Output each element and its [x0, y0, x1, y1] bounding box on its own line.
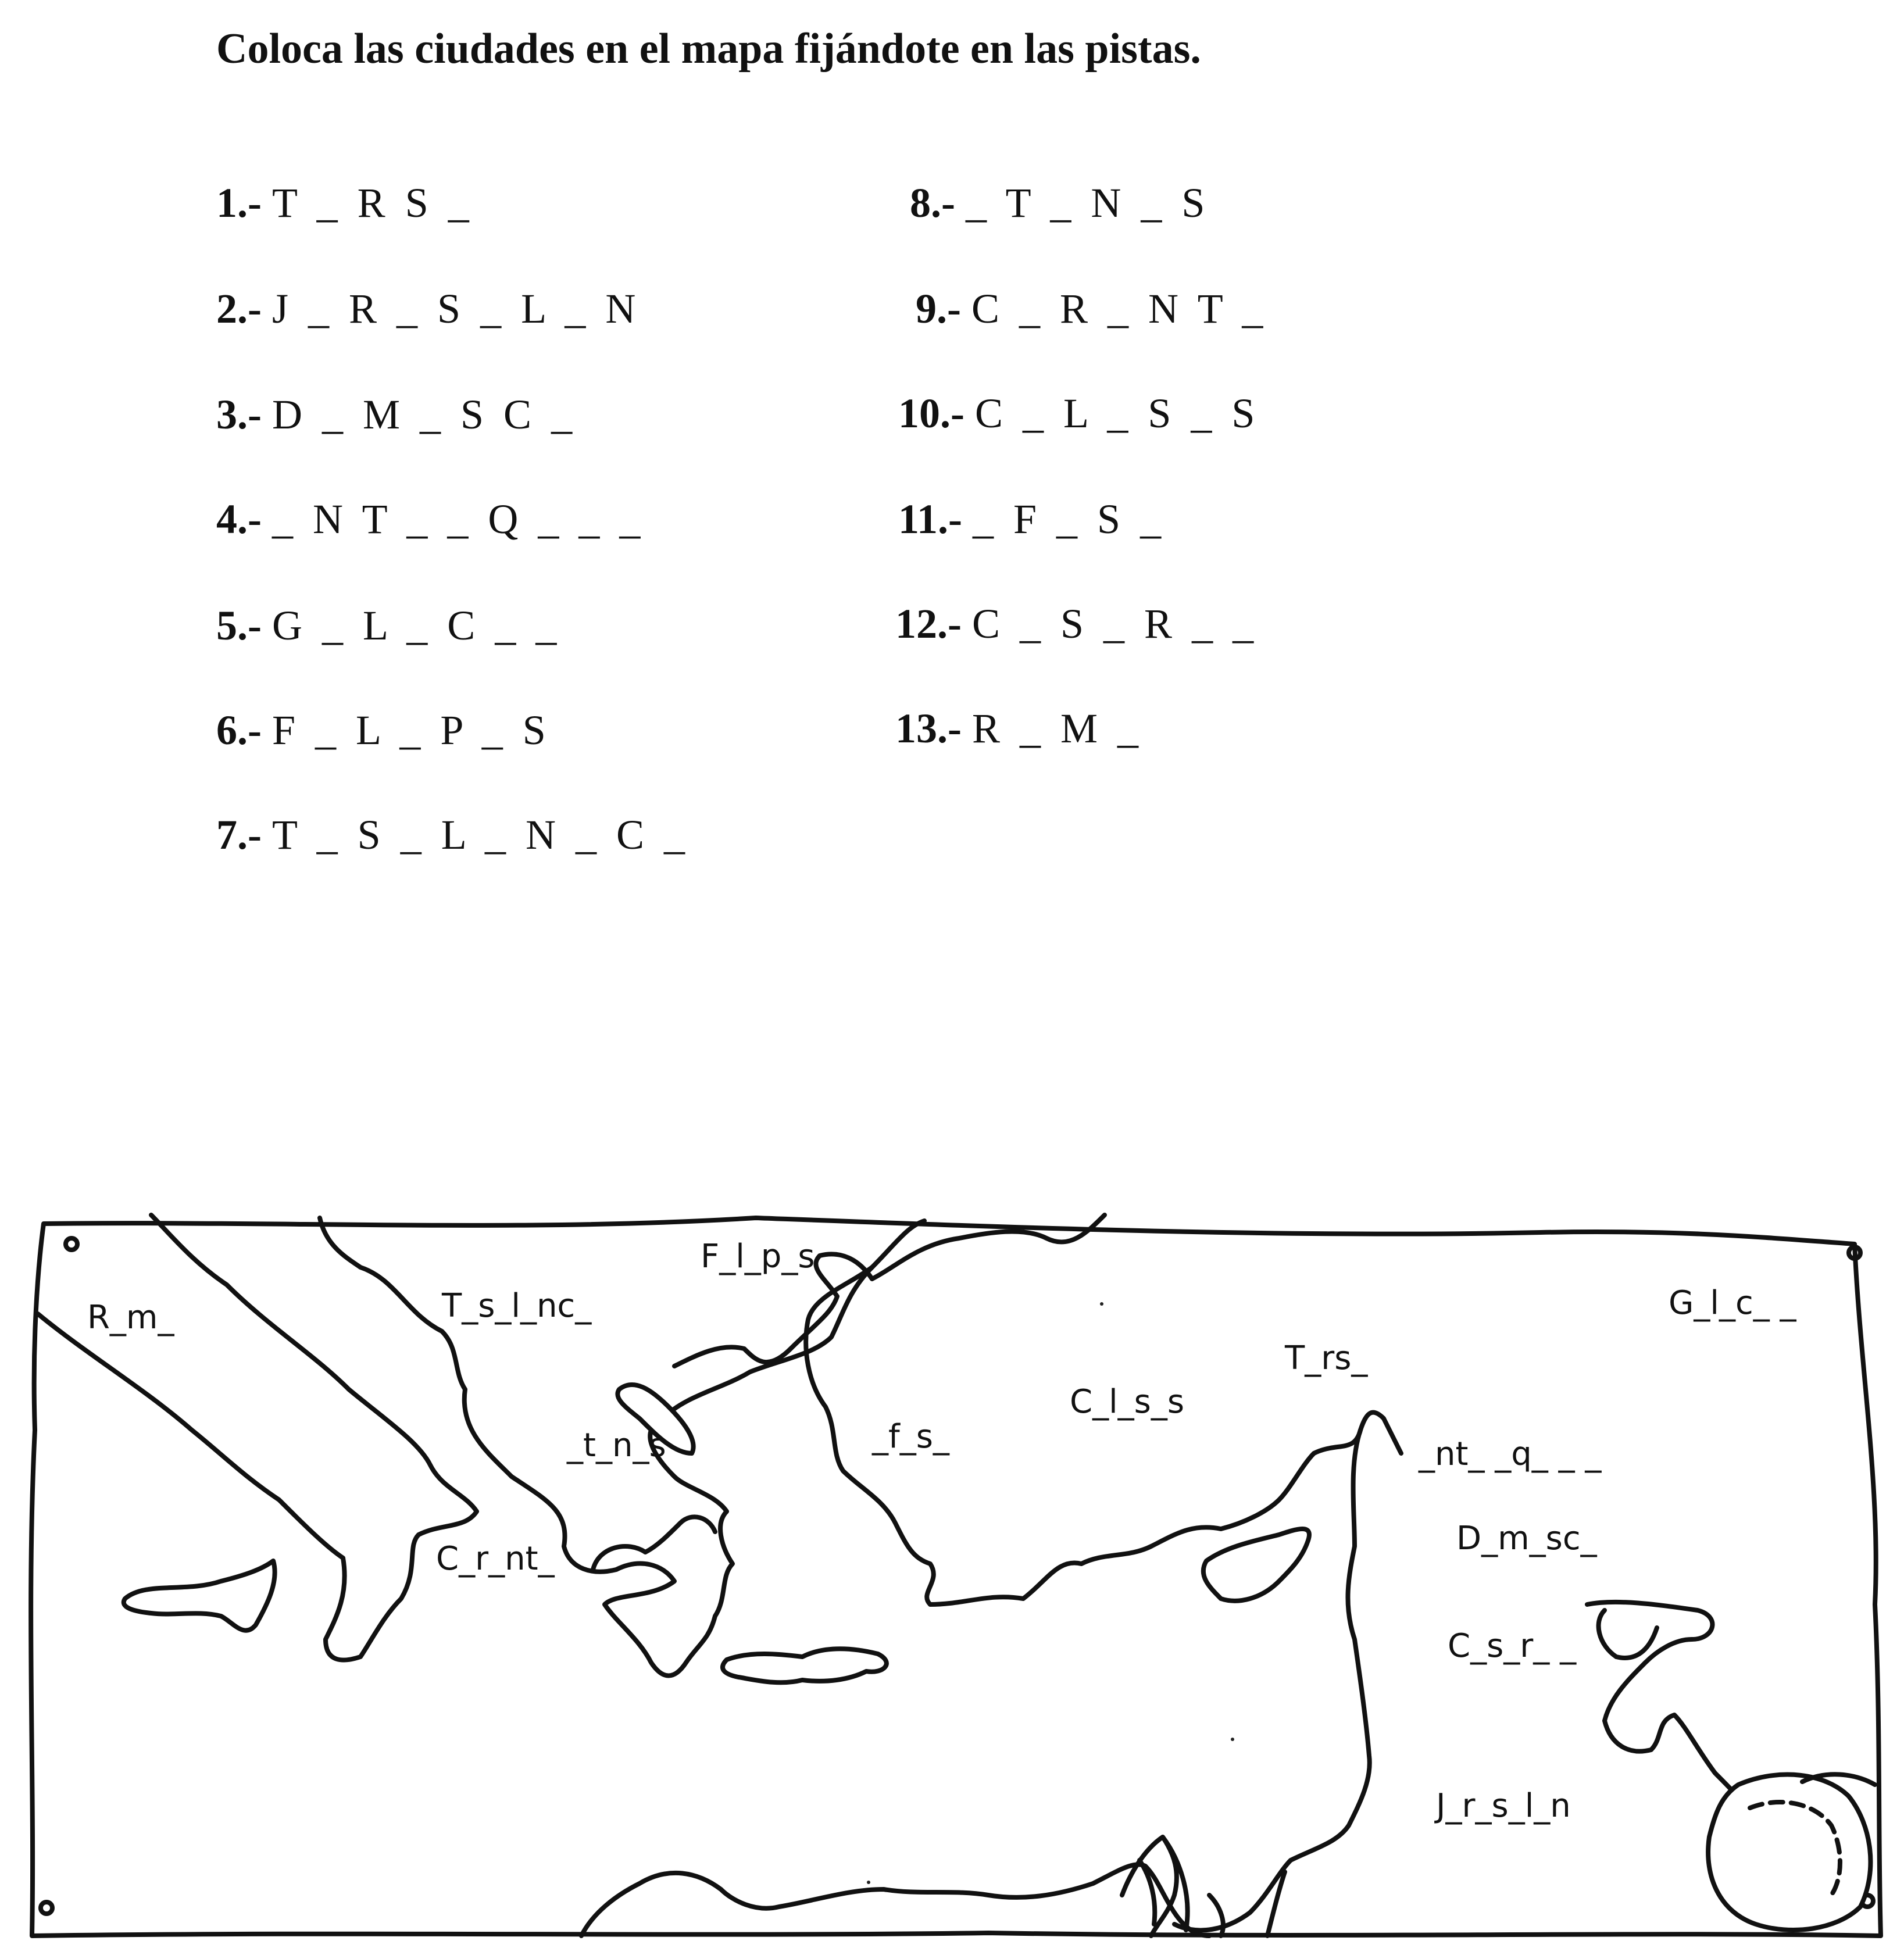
clue-word: _ N T _ _ Q _ _ _: [272, 496, 645, 542]
clue-word: T _ R S _: [272, 180, 474, 226]
clue-number: 6.-: [216, 707, 262, 753]
corner-hole: [66, 1238, 77, 1250]
clue-number: 9.-: [916, 285, 961, 332]
east-decoration: [1587, 1602, 1750, 1814]
clue-number: 10.-: [898, 390, 964, 437]
label-roma: R_m_: [87, 1299, 174, 1336]
label-colosas: C_l_s_s: [1070, 1383, 1185, 1421]
label-atenas: _t_n_s: [567, 1427, 666, 1464]
clue-word: G _ L _ C _ _: [272, 602, 562, 649]
clue-item: [216, 179, 474, 227]
nile-delta: [1122, 1837, 1188, 1936]
sicily-island: [124, 1561, 275, 1631]
clue-number: 3.-: [216, 391, 262, 438]
clue-item: [916, 285, 1267, 333]
clue-word: C _ S _ R _ _: [971, 601, 1259, 647]
clue-word: C _ L _ S _ S: [974, 390, 1260, 437]
clue-item: [216, 285, 640, 333]
clue-number: 1.-: [216, 180, 262, 226]
clue-item: [216, 495, 645, 544]
clue-word: F _ L _ P _ S: [272, 707, 551, 753]
clue-item: [898, 495, 1166, 544]
clue-number: 7.-: [216, 812, 262, 858]
clue-item: [216, 602, 561, 650]
map-frame: [31, 1218, 1881, 1936]
clue-word: D _ M _ S C _: [272, 391, 577, 438]
east-whorl: [1599, 1610, 1657, 1658]
clue-number: 4.-: [216, 496, 262, 542]
africa-coast: [581, 1864, 1209, 1936]
clue-item: [216, 811, 690, 859]
mediterranean-map: [0, 1198, 1904, 1955]
cyprus-island: [1203, 1529, 1309, 1601]
label-corinto: C_r_nt_: [436, 1540, 555, 1578]
crete-island: [723, 1649, 887, 1682]
label-efeso: _f_s_: [872, 1418, 949, 1456]
label-tesalonica: T_s_l_nc_: [442, 1287, 592, 1325]
peloponnese-coast: [593, 1517, 715, 1570]
scroll-ornament: [1708, 1775, 1870, 1930]
clue-number: 11.-: [898, 496, 963, 542]
label-antioquia: _nt_ _q_ _ _: [1419, 1435, 1602, 1473]
label-filipos: F_l_p_s: [701, 1238, 815, 1275]
clue-number: 12.-: [895, 601, 962, 647]
clue-item: [216, 391, 577, 439]
clue-word: T _ S _ L _ N _ C _: [272, 812, 690, 858]
clue-item: [910, 179, 1209, 227]
label-cesarea: C_s_r_ _: [1448, 1627, 1577, 1665]
clue-number: 2.-: [216, 285, 262, 332]
clue-item: [898, 389, 1259, 438]
label-damasco: D_m_sc_: [1456, 1520, 1597, 1557]
worksheet-title: Coloca las ciudades en el mapa fijándote en las pistas.: [216, 25, 1201, 73]
clue-word: R _ M _: [971, 705, 1144, 752]
clue-number: 8.-: [910, 180, 955, 226]
clue-word: _ T _ N _ S: [965, 180, 1210, 226]
clue-item: [216, 706, 551, 755]
clue-item: [895, 705, 1143, 753]
clue-item: [895, 600, 1258, 648]
clue-word: J _ R _ S _ L _ N: [272, 285, 641, 332]
speck: [1231, 1738, 1234, 1741]
clue-number: 13.-: [895, 705, 962, 752]
speck: [867, 1881, 870, 1884]
clue-word: C _ R _ N T _: [971, 285, 1268, 332]
label-tarso: T_rs_: [1285, 1339, 1368, 1377]
label-galacia: G_l_c_ _: [1669, 1284, 1796, 1322]
corner-hole: [41, 1902, 52, 1914]
clue-number: 5.-: [216, 602, 262, 649]
clue-word: _ F _ S _: [973, 496, 1166, 542]
speck: [1100, 1302, 1103, 1306]
label-jerusalen: J_r_s_l_n: [1436, 1787, 1571, 1825]
